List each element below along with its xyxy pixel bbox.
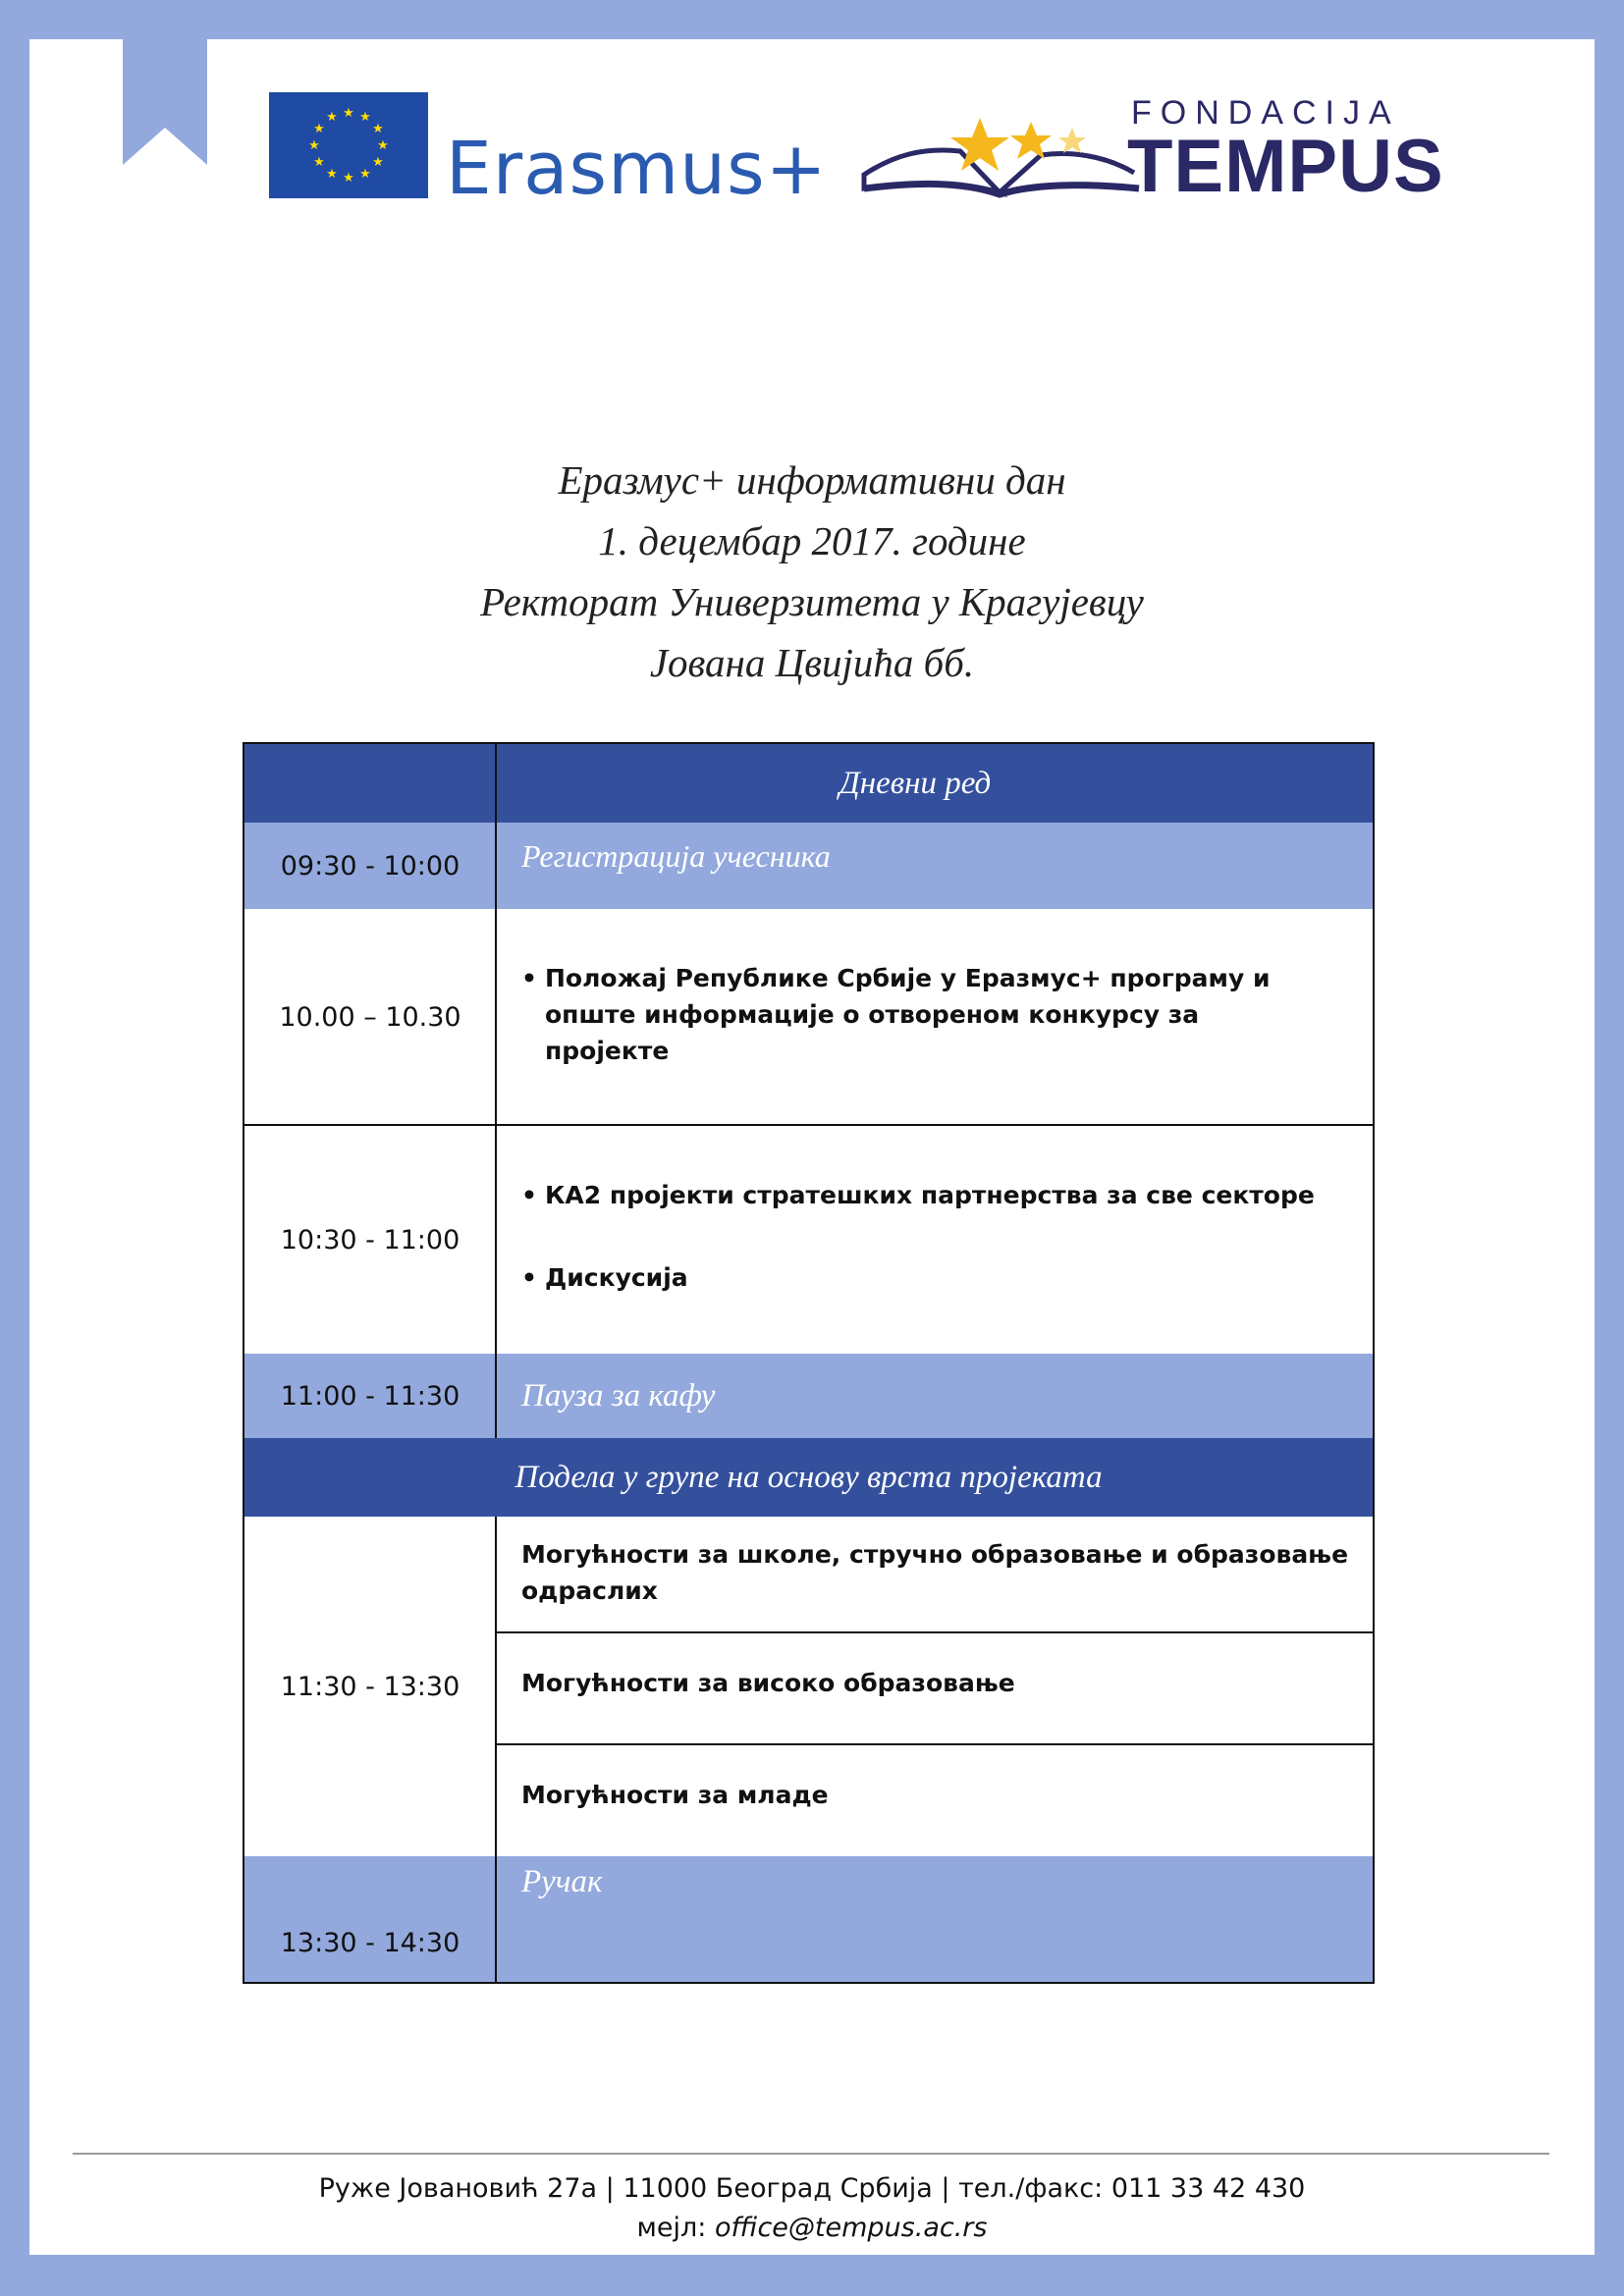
table-row [244, 1126, 1373, 1354]
erasmus-logo-text: Erasmus+ [446, 127, 828, 211]
svg-text:★: ★ [308, 138, 320, 153]
tempus-logo-main: TEMPUS [1127, 125, 1444, 208]
table-row [244, 909, 1373, 1125]
svg-text:★: ★ [343, 171, 354, 186]
session-text: опште информације о отвореном конкурсу за [545, 1000, 1200, 1029]
svg-text:★: ★ [359, 167, 371, 182]
session-text: Могућности за високо образовање [521, 1669, 1015, 1697]
svg-text:★: ★ [313, 155, 325, 170]
list-item [521, 960, 1271, 1069]
agenda-header-row [244, 744, 1373, 823]
table-row [244, 823, 1373, 909]
table-row [244, 1517, 1373, 1856]
session-text: Могућности за школе, стручно образовање и образовање одраслих [521, 1540, 1349, 1605]
table-row [244, 1856, 1373, 1982]
session-title: Пауза за кафу [521, 1377, 716, 1414]
time-cell: 10:30 - 11:00 [280, 1224, 460, 1255]
event-title-block [29, 450, 1595, 693]
group-header-row [244, 1438, 1373, 1517]
list-item [521, 1259, 688, 1296]
bullet: • [521, 1263, 537, 1292]
svg-text:★: ★ [372, 122, 384, 136]
tempus-book-icon [854, 98, 1149, 206]
agenda-header-label: Дневни ред [839, 765, 992, 801]
time-cell: 11:00 - 11:30 [280, 1380, 460, 1412]
event-address: Јована Цвијића бб. [649, 640, 975, 685]
time-cell: 13:30 - 14:30 [280, 1928, 460, 1958]
svg-text:★: ★ [313, 122, 325, 136]
email-link[interactable]: office@tempus.ac.rs [714, 2213, 988, 2243]
bookmark-ribbon-icon [123, 39, 207, 165]
svg-text:★: ★ [372, 155, 384, 170]
svg-text:★: ★ [377, 138, 389, 153]
tempus-logo-top: FONDACIJA [1131, 94, 1400, 132]
document-page [29, 39, 1595, 2255]
session-text: пројекте [545, 1037, 670, 1065]
event-title: Еразмус+ информативни дан [558, 457, 1066, 503]
svg-text:★: ★ [326, 110, 338, 125]
time-cell: 11:30 - 13:30 [280, 1671, 460, 1702]
session-text: Могућности за младе [521, 1781, 829, 1809]
time-cell: 09:30 - 10:00 [280, 850, 460, 881]
event-venue: Ректорат Универзитета у Крагујевцу [480, 579, 1144, 624]
eu-flag-icon [269, 92, 428, 198]
session-title: Регистрација учесника [521, 838, 831, 874]
svg-text:★: ★ [326, 167, 338, 182]
time-cell: 10.00 – 10.30 [279, 1001, 461, 1033]
agenda-table [243, 742, 1375, 1984]
svg-text:★: ★ [359, 110, 371, 125]
session-text: Положај Републике Србије у Еразмус+ програму и [545, 964, 1271, 992]
footer [29, 2169, 1595, 2248]
email-label: мејл: [636, 2213, 715, 2243]
group-header-label: Подела у групе на основу врста пројеката [514, 1459, 1103, 1495]
footer-divider [73, 2153, 1549, 2155]
footer-email-line [29, 2209, 1595, 2248]
session-text: Дискусија [545, 1263, 688, 1292]
footer-address: Руже Јовановић 27а | 11000 Београд Србија | тел./факс: 011 33 42 430 [318, 2173, 1306, 2204]
bullet: • [521, 964, 537, 992]
list-item [521, 1177, 1315, 1213]
table-row [244, 1354, 1373, 1438]
session-text: КА2 пројекти стратешких партнерства за све секторе [545, 1181, 1315, 1209]
event-date: 1. децембар 2017. године [598, 518, 1026, 563]
session-title: Ручак [521, 1864, 603, 1899]
bullet: • [521, 1181, 537, 1209]
svg-text:★: ★ [343, 106, 354, 121]
